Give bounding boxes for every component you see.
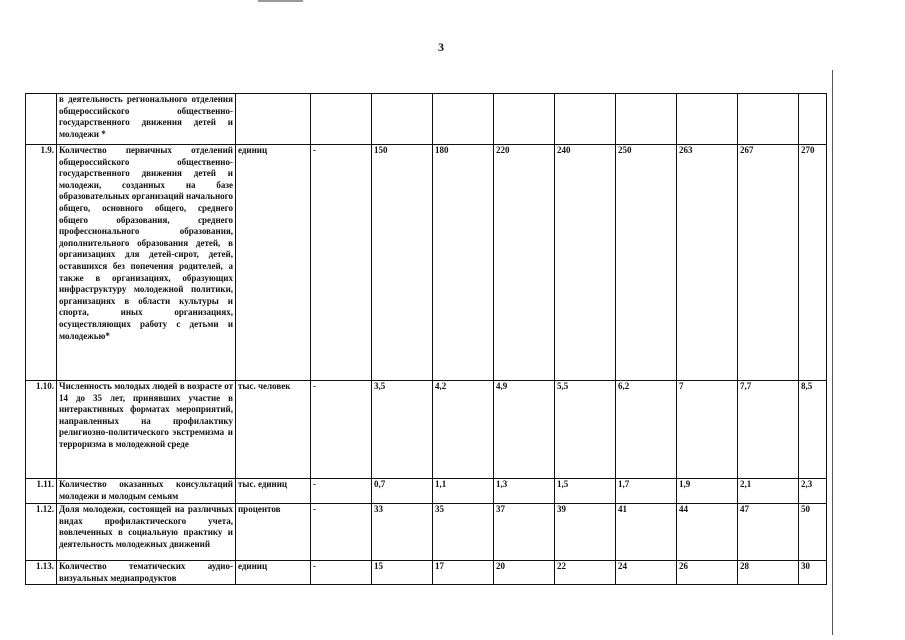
year-value: 50 — [799, 504, 827, 561]
unit-of-measure: тыс. человек — [236, 381, 311, 479]
year-value: 24 — [616, 561, 677, 585]
year-value: 1,3 — [494, 479, 555, 504]
year-value: 7,7 — [738, 381, 799, 479]
table-row — [26, 504, 827, 561]
row-number: 1.9. — [26, 145, 57, 381]
year-value: 20 — [494, 561, 555, 585]
unit-of-measure: тыс. единиц — [236, 479, 311, 504]
year-value: 35 — [433, 504, 494, 561]
year-value: 5,5 — [555, 381, 616, 479]
year-value — [677, 94, 738, 145]
year-value: 4,9 — [494, 381, 555, 479]
indicator-description: Доля молодежи, состоящей на различных видах профилактического учета, вовлеченных в социальную практику и деятельность молодежных движений — [57, 504, 236, 561]
year-value: 28 — [738, 561, 799, 585]
table-row — [26, 381, 827, 479]
unit-of-measure: единиц — [236, 145, 311, 381]
row-number — [26, 94, 57, 145]
year-value: 26 — [677, 561, 738, 585]
base-value: - — [311, 479, 372, 504]
year-value: 6,2 — [616, 381, 677, 479]
year-value: 270 — [799, 145, 827, 381]
year-value: 33 — [372, 504, 433, 561]
base-value: - — [311, 504, 372, 561]
indicator-description: в деятельность регионального отделения общероссийского общественно-государственного движения детей и молодежи * — [57, 94, 236, 145]
year-value — [433, 94, 494, 145]
row-number: 1.12. — [26, 504, 57, 561]
year-value: 7 — [677, 381, 738, 479]
year-value: 2,1 — [738, 479, 799, 504]
page-number: 3 — [438, 40, 444, 54]
year-value: 1,7 — [616, 479, 677, 504]
year-value — [494, 94, 555, 145]
base-value: - — [311, 561, 372, 585]
table-body — [26, 94, 827, 585]
year-value: 37 — [494, 504, 555, 561]
year-value: 1,1 — [433, 479, 494, 504]
year-value — [616, 94, 677, 145]
year-value: 240 — [555, 145, 616, 381]
scan-edge-line — [832, 70, 833, 635]
year-value: 267 — [738, 145, 799, 381]
year-value: 8,5 — [799, 381, 827, 479]
year-value: 0,7 — [372, 479, 433, 504]
scan-artifact — [258, 0, 303, 2]
unit-of-measure — [236, 94, 311, 145]
year-value: 30 — [799, 561, 827, 585]
indicators-table — [25, 93, 827, 585]
year-value: 44 — [677, 504, 738, 561]
year-value: 15 — [372, 561, 433, 585]
year-value: 41 — [616, 504, 677, 561]
year-value: 47 — [738, 504, 799, 561]
table-row — [26, 145, 827, 381]
year-value: 1,9 — [677, 479, 738, 504]
year-value: 3,5 — [372, 381, 433, 479]
base-value: - — [311, 381, 372, 479]
row-number: 1.10. — [26, 381, 57, 479]
year-value: 1,5 — [555, 479, 616, 504]
row-number: 1.11. — [26, 479, 57, 504]
year-value: 263 — [677, 145, 738, 381]
indicator-description: Количество оказанных консультаций молодежи и молодым семьям — [57, 479, 236, 504]
indicator-description: Количество первичных отделений общероссийского общественно-государственного движения детей и молодежи, созданных на базе образовательных организаций начального общего, основного общего, среднего общего образования, среднего профессионального образования, дополнительного образования детей, в организациях для детей-сирот, детей, оставшихся без попечения родителей, а также в организациях, образующих инфраструктуру молодежной политики, организациях в области культуры и спорта, иных организациях, осуществляющих работу с детьми и молодежью* — [57, 145, 236, 381]
year-value: 180 — [433, 145, 494, 381]
unit-of-measure: процентов — [236, 504, 311, 561]
year-value — [555, 94, 616, 145]
year-value: 220 — [494, 145, 555, 381]
year-value: 17 — [433, 561, 494, 585]
year-value: 22 — [555, 561, 616, 585]
row-number: 1.13. — [26, 561, 57, 585]
year-value: 4,2 — [433, 381, 494, 479]
base-value — [311, 94, 372, 145]
base-value: - — [311, 145, 372, 381]
indicator-description: Количество тематических аудио-визуальных медиапродуктов — [57, 561, 236, 585]
table-row — [26, 479, 827, 504]
year-value — [738, 94, 799, 145]
unit-of-measure: единиц — [236, 561, 311, 585]
year-value — [372, 94, 433, 145]
year-value: 2,3 — [799, 479, 827, 504]
year-value: 39 — [555, 504, 616, 561]
year-value: 150 — [372, 145, 433, 381]
table-row — [26, 561, 827, 585]
indicator-description: Численность молодых людей в возрасте от 14 до 35 лет, принявших участие в интерактивных форматах мероприятий, направленных на профилактику религиозно-политического экстремизма и терроризма в молодежной среде — [57, 381, 236, 479]
year-value: 250 — [616, 145, 677, 381]
year-value — [799, 94, 827, 145]
table-row — [26, 94, 827, 145]
